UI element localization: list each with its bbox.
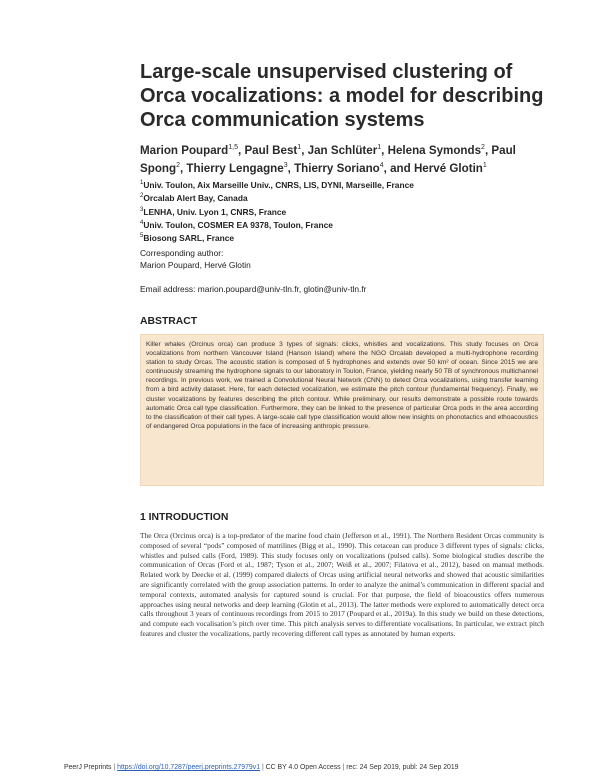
author-separator: , [381,143,388,157]
affiliation-marker: 1 [140,180,144,186]
author-separator: , [484,143,492,157]
author-name: Marion Poupard [140,143,229,157]
footer: PeerJ Preprints | https://doi.org/10.7287/peerj.preprints.27979v1 | CC BY 4.0 Open Access | rec: 24 Sep 2019, publ: 24 Sep 2019 [64,764,459,771]
affiliation-item [140,231,540,244]
affiliation-marker: 3 [140,206,144,213]
author-affiliation-marker: 1 [377,144,382,151]
author-affiliation-marker: 4 [379,161,384,169]
author-list [140,140,540,176]
abstract-box: Killer whales (Orcinus orca) can produce 3 types of signals: clicks, whistles and vocalizations. This study focuses on Orca vocalizations from northern Vancouver Island (Hanson Island) where the NGO Orcalab developed a multi-hydrophone recording station to study Orcas. The acoustic station is composed of 5 hydrophones and extends over 50 km² of ocean. Since 2015 we are continuously streaming the hydrophone signals to our laboratory in Toulon, France, yielding nearly 50 TB of synchronous multichannel recordings. In previous work, we trained a Convolutional Neural Network (CNN) to detect Orca vocalizations, using transfer learning from a bird activity dataset. Here, for each detected vocalization, we estimate the pitch contour (fundamental frequency). Finally, we cluster vocalizations by features describing the pitch contour. While preliminary, our results demonstrate a possible route towards automatic Orca call type classification. Furthermore, they can be linked to the presence of particular Orca pods in the area according to the classification of their call types. A large-scale call type classification would allow new insights on phonotactics and ethoacoustics of endangered Orca populations in the face of increasing anthropic pressure. [140,334,544,486]
affiliation-marker: 5 [140,233,144,240]
footer-journal: PeerJ Preprints [64,764,112,771]
corresponding-author [140,248,251,271]
author-affiliation-marker: 1,5 [228,144,238,151]
author-separator: , [301,143,308,157]
author-affiliation-marker: 2 [481,144,485,151]
author-separator: , [179,161,187,175]
email-line: Email address: marion.poupard@univ-tln.fr, glotin@univ-tln.fr [140,284,367,294]
author-affiliation-marker: 1 [297,144,302,151]
author-affiliation-marker: 3 [283,161,288,169]
author-affiliation-marker: 1 [482,161,487,169]
affiliation-text: Univ. Toulon, COSMER EA 9378, Toulon, France [143,219,333,230]
author-name: Thierry Lengagne [186,161,284,175]
footer-license: CC BY 4.0 Open Access [265,764,341,771]
author-name: Hervé Glotin [413,161,483,175]
affiliation-item [140,178,540,191]
affiliation-text: Biosong SARL, France [143,232,235,243]
author-name: Paul Best [244,143,298,157]
affiliation-list [140,178,540,244]
doi-link[interactable]: https://doi.org/10.7287/peerj.preprints.27979v1 [117,764,261,771]
affiliation-item [140,191,540,204]
affiliation-marker: 2 [140,193,144,200]
author-separator: , [287,161,295,175]
abstract-heading: ABSTRACT [140,316,198,327]
affiliation-text: Univ. Toulon, Aix Marseille Univ., CNRS, LIS, DYNI, Marseille, France [143,179,414,190]
author-affiliation-marker: 2 [176,161,180,169]
author-name: Thierry Soriano [294,161,380,175]
author-separator: , [237,143,245,157]
affiliation-item [140,218,540,231]
paper-title: Large-scale unsupervised clustering of Orca vocalizations: a model for describing Orca communication systems [140,61,544,131]
affiliation-text: LENHA, Univ. Lyon 1, CNRS, France [143,206,287,217]
author-name: Paul Spong [140,143,516,175]
author-separator: , and [383,161,414,175]
affiliation-marker: 4 [140,219,144,226]
author-name: Helena Symonds [387,143,482,157]
corresponding-label: Corresponding author: [140,248,224,258]
introduction-paragraph: The Orca (Orcinus orca) is a top-predator of the marine food chain (Jefferson et al., 1991). The Northern Resident Orcas community is composed of several “pods” composed of matrilines (Bigg et al., 1990). This cetacean can produce 3 different types of signals: clicks, whistles and pulsed calls (Ford, 1989). This study focuses only on vocalizations (pulsed calls). Some biological studies describe the communication of Orcas (Ford et al., 1987; Tyson et al., 2007; Weiß et al., 2007; Filatova et al., 2012), based on manual methods. Related work by Deecke et al. (1999) compared dialects of Orcas using artificial neural networks and showed that acoustic similarities are significantly correlated with the group association patterns. In order to analyze the animal’s communication in different spacial and temporal contexts, automated analysis for captured sound is crucial. For that purpose, the field of bioacoustics offers numerous approaches using neural networks and deep learning (Glotin et al., 2013). The latter methods were explored to automatically detect orca calls throughout 3 years of continuous recordings from 2015 to 2017 (Poupard et al., 2019a). In this study we build on these detections, and compute each vocalisation’s pitch over time. This pitch analysis serves to differentiate vocalisations. In particular, we extract pitch features and cluster the vocalizations, partly recovering different call types as annotated by human experts. [140,531,544,638]
corresponding-names: Marion Poupard, Hervé Glotin [140,259,251,270]
affiliation-text: Orcalab Alert Bay, Canada [143,193,248,204]
introduction-heading: 1 INTRODUCTION [140,512,229,523]
affiliation-item [140,205,540,218]
footer-dates: rec: 24 Sep 2019, publ: 24 Sep 2019 [346,764,459,771]
author-name: Jan Schlüter [307,143,378,157]
